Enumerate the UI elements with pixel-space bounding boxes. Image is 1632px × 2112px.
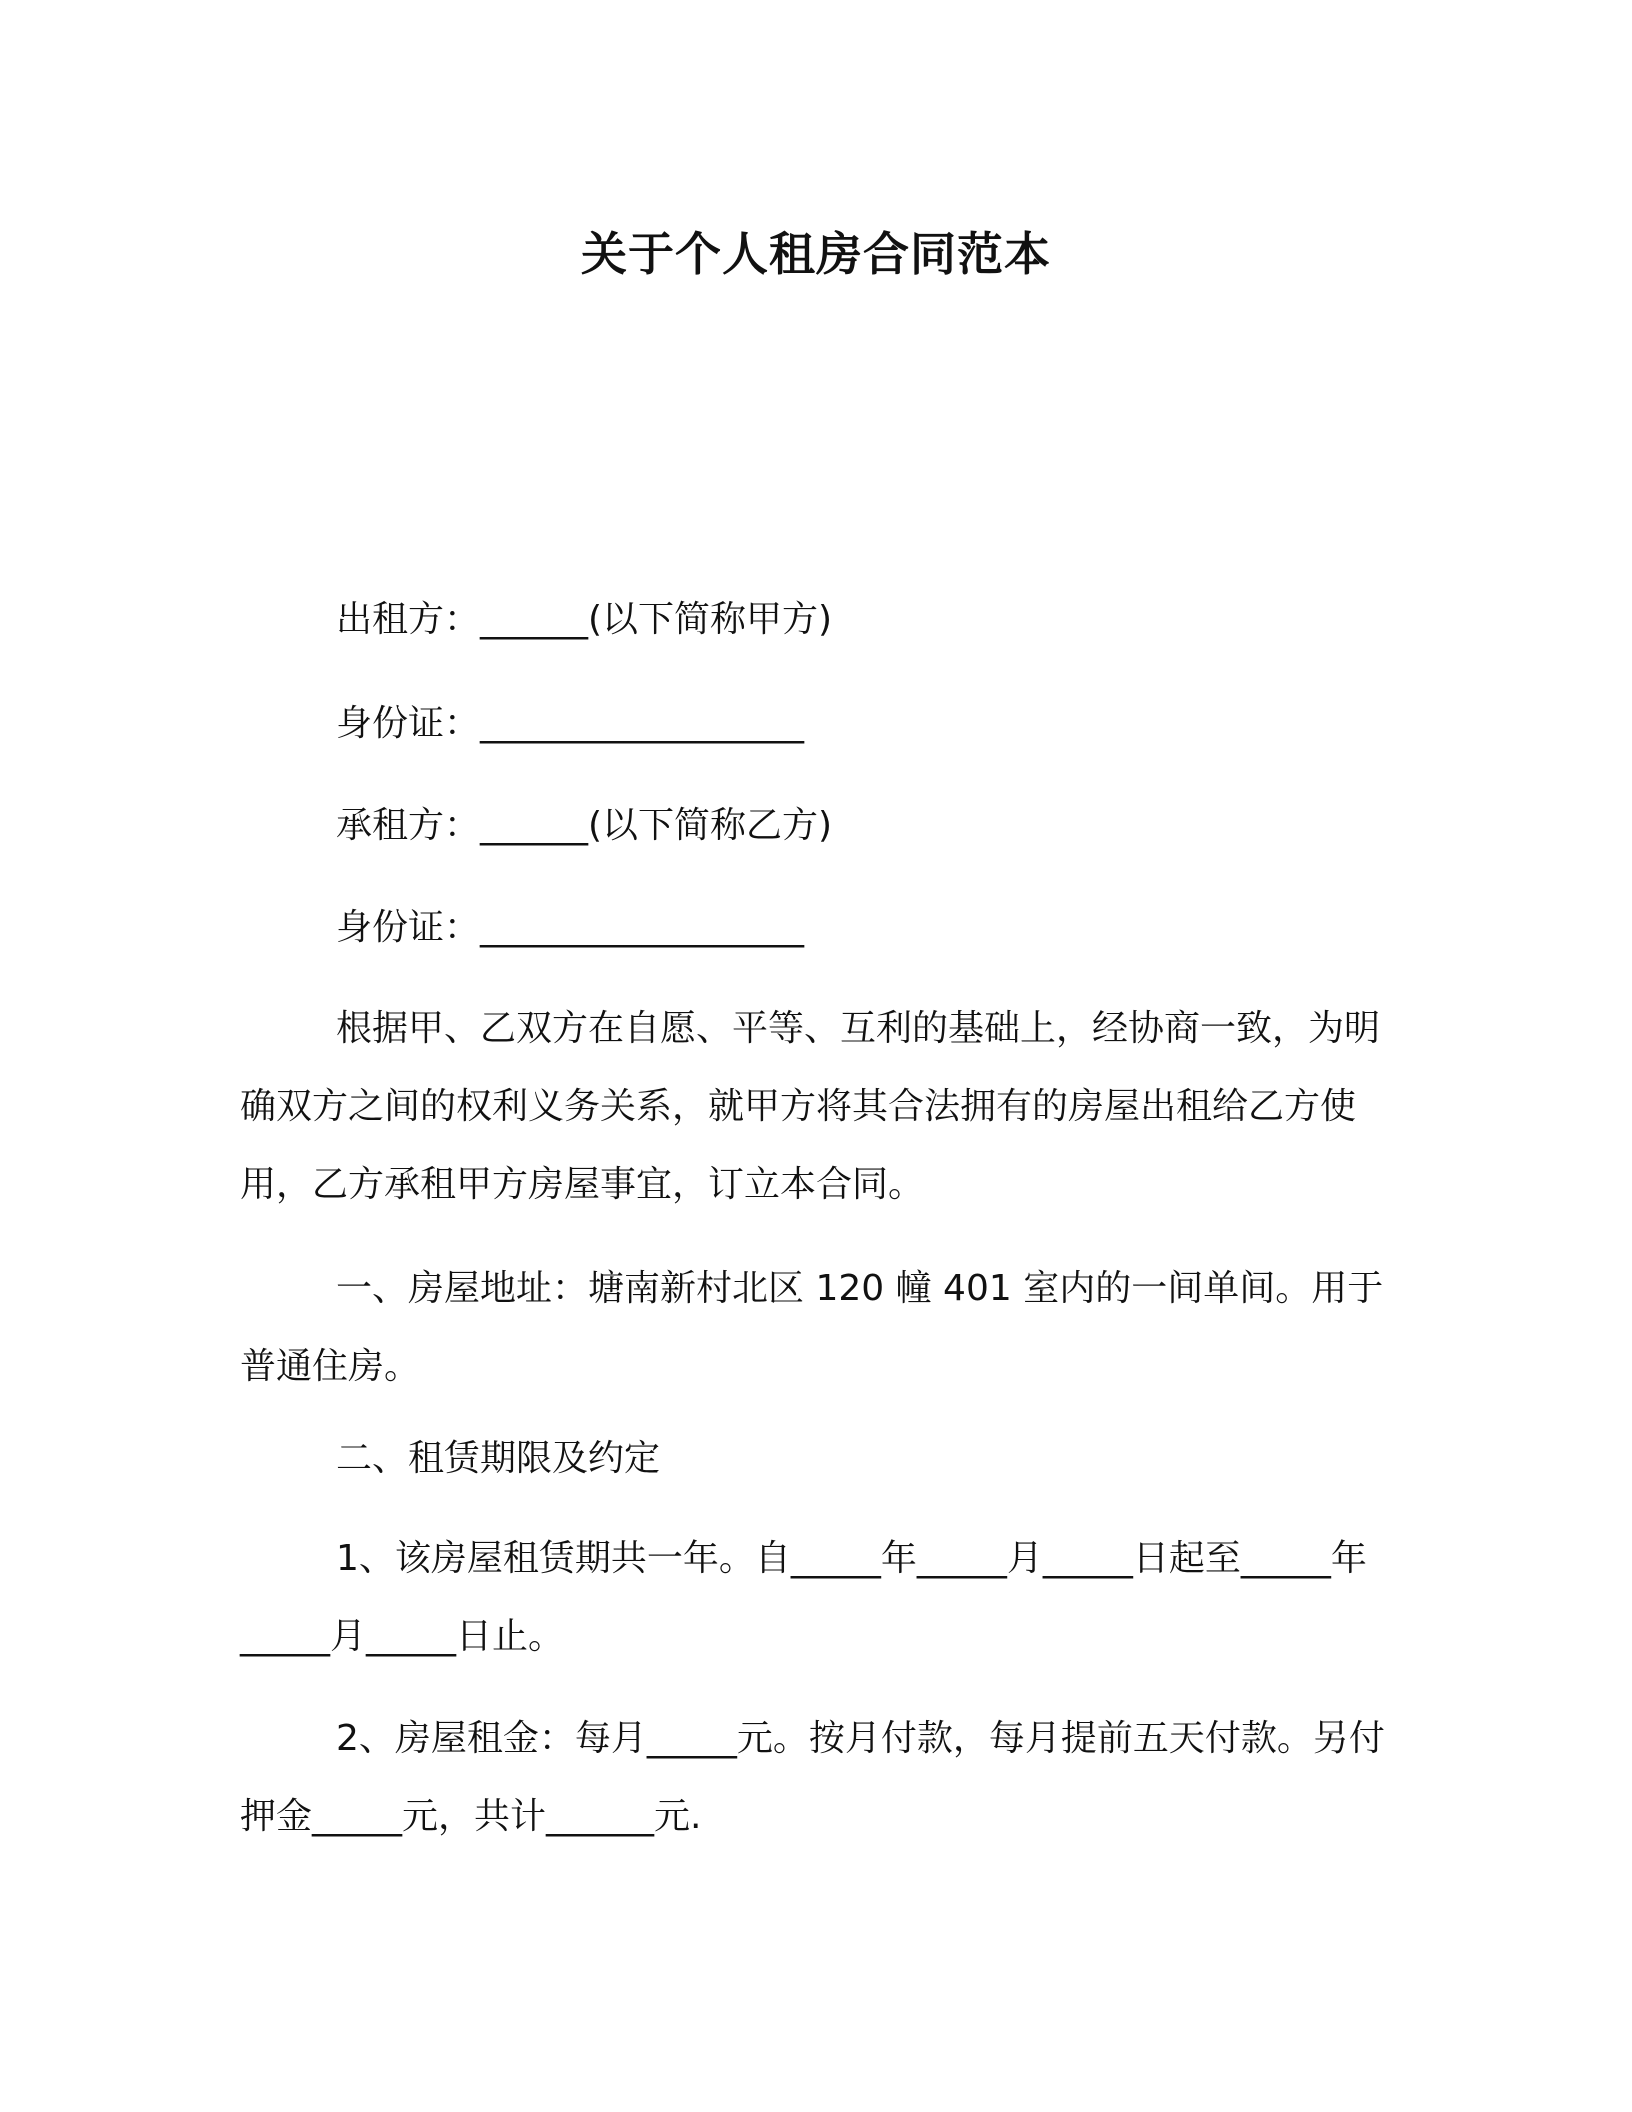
term-heading: 二、租赁期限及约定 [336, 1438, 661, 1479]
lessee-id-field: 身份证：__________________ [336, 907, 805, 948]
lessor-field: 出租方：______(以下简称甲方) [336, 599, 833, 640]
lessee-field: 承租方：______(以下简称乙方) [336, 805, 833, 846]
lessor-id-field: 身份证：__________________ [336, 703, 805, 744]
address-clause: 一、房屋地址：塘南新村北区 120 幢 401 室内的一间单间。用于普通住房。 [240, 1268, 1384, 1387]
intro-paragraph: 根据甲、乙双方在自愿、平等、互利的基础上，经协商一致，为明确双方之间的权利义务关系，就甲方将其合法拥有的房屋出租给乙方使用，乙方承租甲方房屋事宜，订立本合同。 [240, 1008, 1381, 1205]
rent-clause: 2、房屋租金：每月_____元。按月付款，每月提前五天付款。另付押金_____元，共计______元. [240, 1718, 1385, 1837]
term-clause: 1、该房屋租赁期共一年。自_____年_____月_____日起至_____年_____月_____日止。 [240, 1538, 1367, 1657]
document-title: 关于个人租房合同范本 [581, 227, 1051, 281]
